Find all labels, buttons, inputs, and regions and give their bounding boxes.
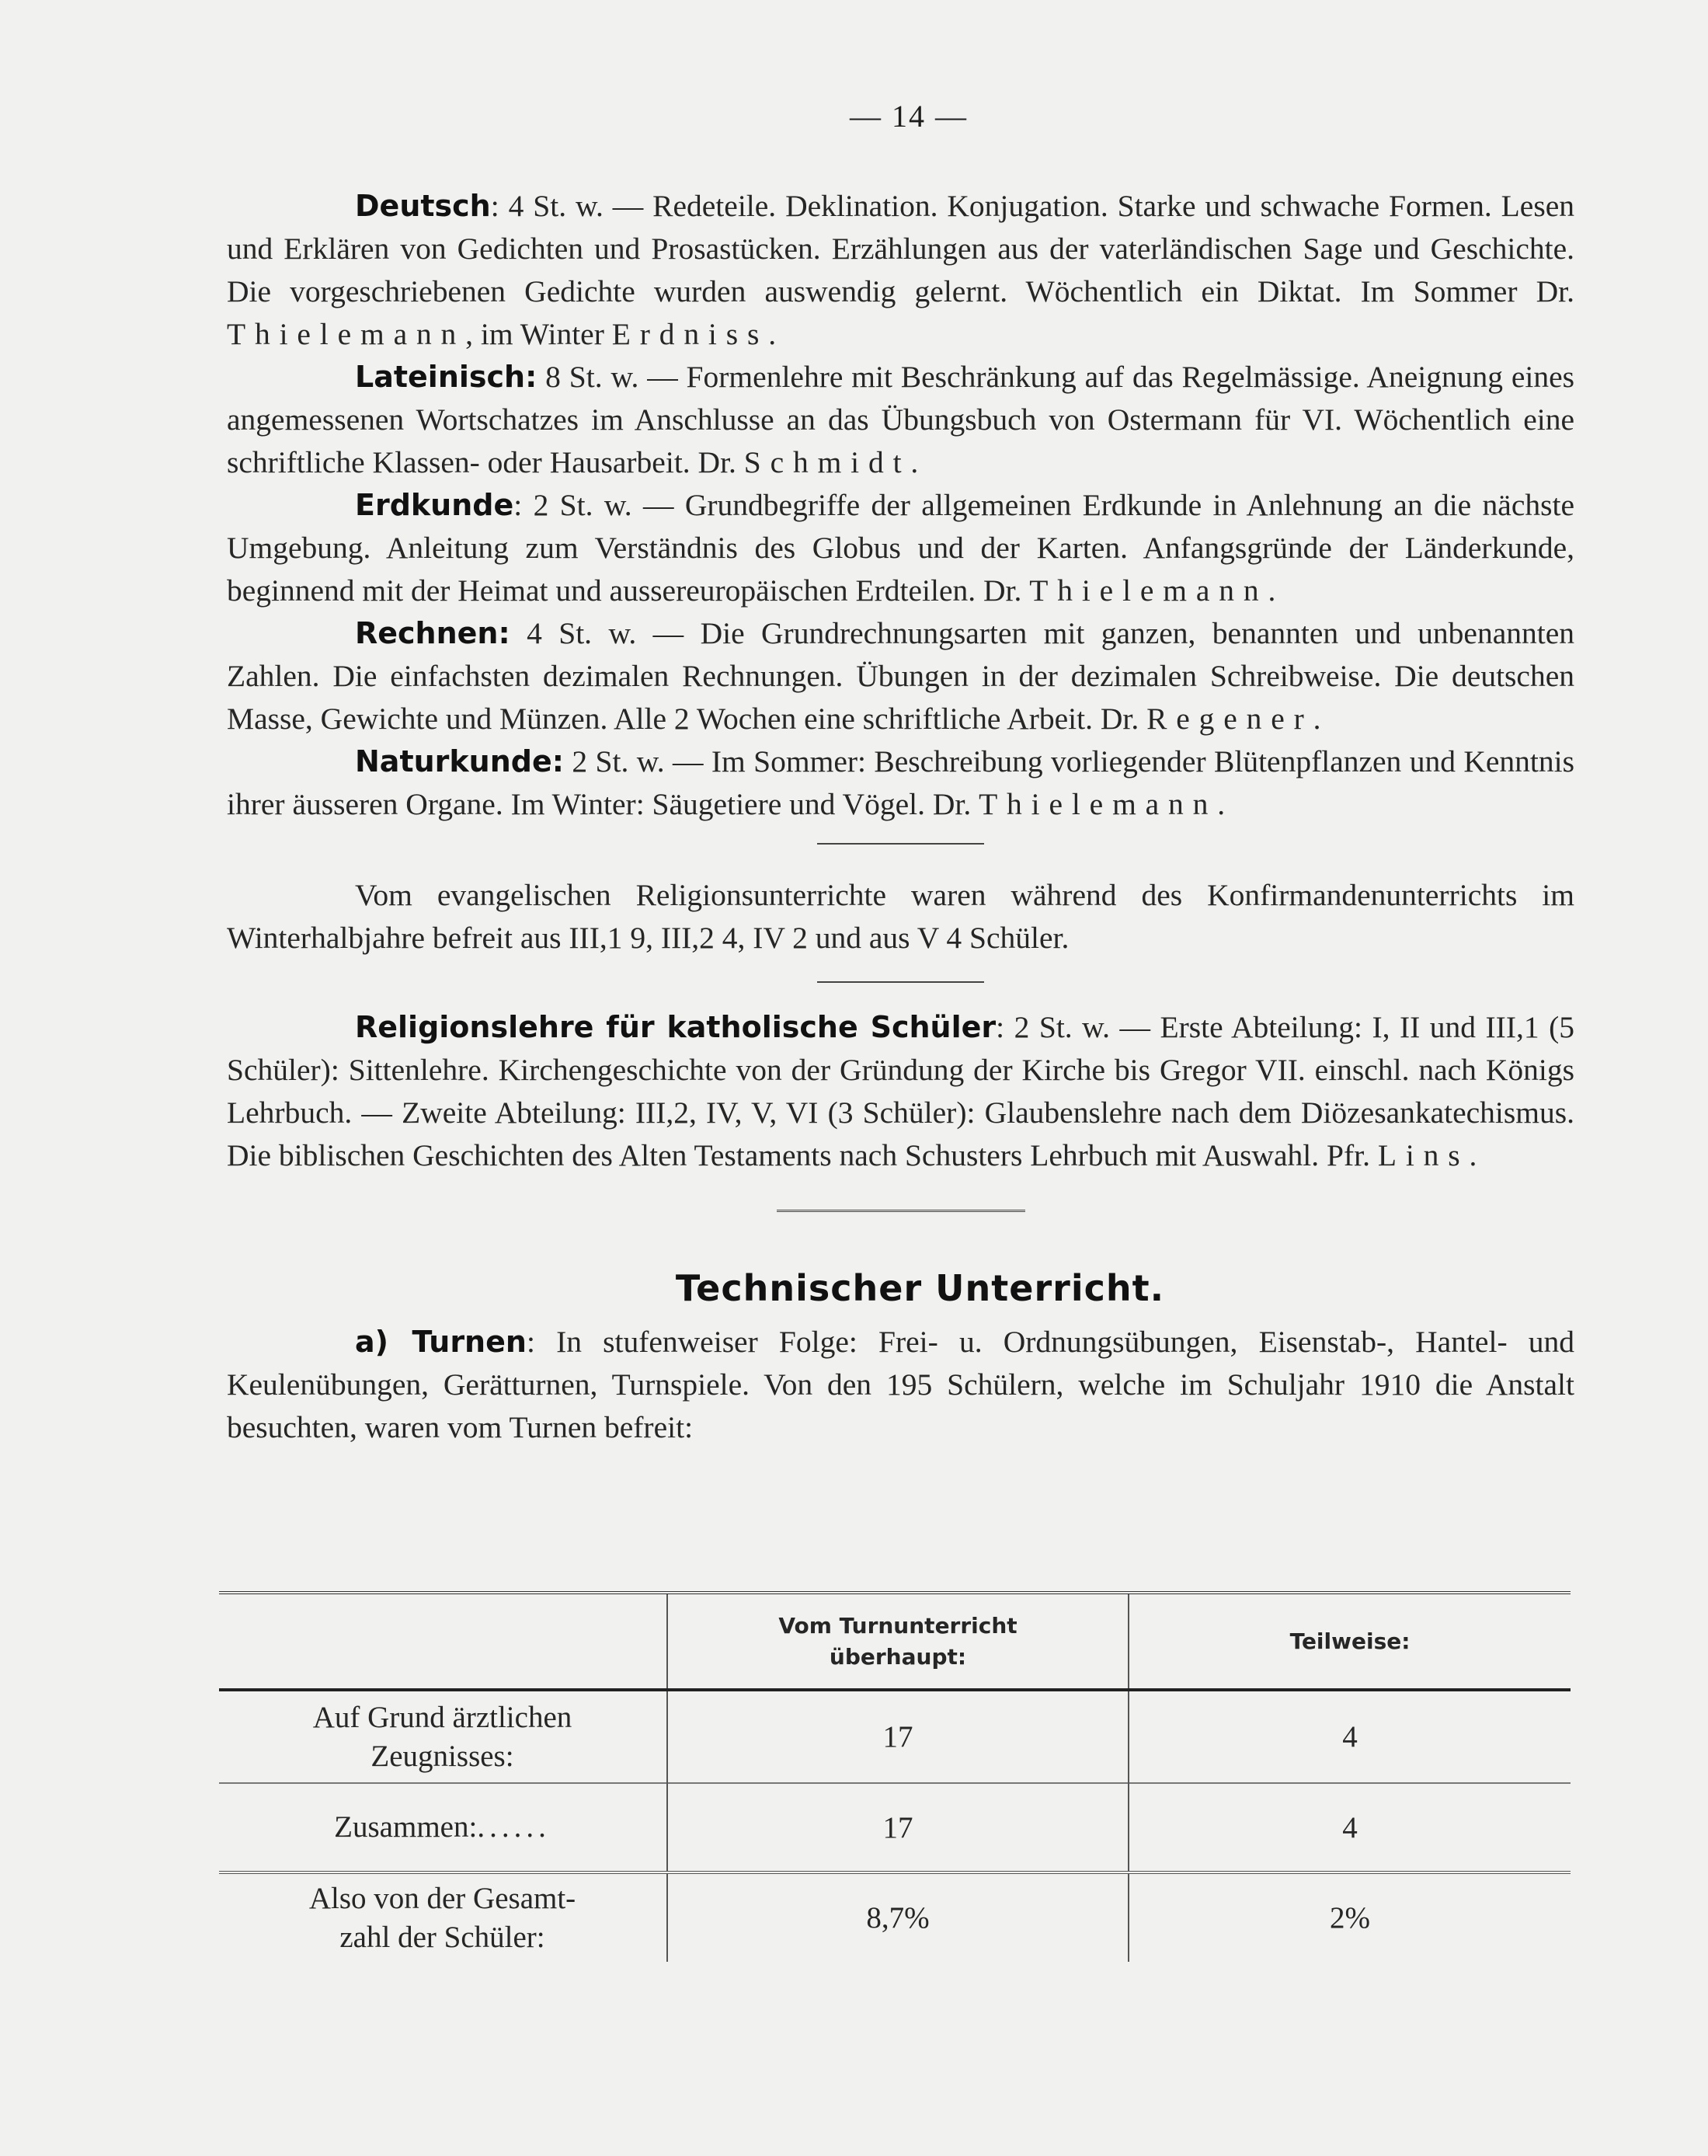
text: : 2 St. w. — Erste Abteilung: I, II und III,1 (5 Schüler): Sittenlehre. Kirchengeschichte von der Gründung der Kirche bis Gregor VII. einschl. nach Königs Lehrbuch. — Zweite Abteilung: III,2, IV, V, VI (3 Schüler): Glaubenslehre nach dem Diözesankatechismus. Die biblischen Geschichten des Alten Testaments nach Schusters Lehrbuch mit Auswahl. Pfr.: [227, 1010, 1575, 1172]
header-partial: Teilweise:: [1129, 1593, 1571, 1690]
row-label-line: Auf Grund ärztlichen: [312, 1700, 572, 1734]
subject-deutsch: Deutsch: [355, 189, 491, 223]
leader-dots: ......: [477, 1810, 551, 1844]
subject-naturkunde: Naturkunde:: [355, 744, 564, 778]
cell-partial: 4: [1129, 1690, 1571, 1783]
row-label-line: Zeugnisses:: [370, 1739, 514, 1773]
text: 4 St. w. — Die Grundrechnungsarten mit ganzen, benannten und unbenannten Zahlen. Die einfachsten dezimalen Rechnungen. Übungen in der dezimalen Schreibweise. Die deutschen Masse, Gewichte und Münzen. Alle 2 Wochen eine schriftliche Arbeit. Dr.: [227, 616, 1574, 736]
text: 2 St. w. — Im Sommer: Beschreibung vorliegender Blütenpflanzen und Kenntnis ihrer äusseren Organe. Im Winter: Säugetiere und Vögel. Dr.: [227, 744, 1574, 821]
paragraph-latein: [227, 356, 1574, 484]
text: 8 St. w. — Formenlehre mit Beschränkung auf das Regelmässige. Aneignung eines angemessenen Wortschatzes im Anschlusse an das Übungsbuch von Ostermann für VI. Wöchentlich eine schriftliche Klassen- oder Hausarbeit. Dr.: [227, 360, 1574, 479]
subject-rechnen: Rechnen:: [355, 616, 510, 650]
text: .: [1469, 1138, 1477, 1172]
cell-overall: 17: [667, 1783, 1129, 1872]
header-label: überhaupt:: [829, 1643, 967, 1670]
separator-rule-double: [777, 1210, 1025, 1214]
paragraph-befreiung: Vom evangelischen Religionsunterrichte waren während des Konfirmandenunterrichts im Winterhalbjahre befreit aus III,1 9, III,2 4, IV 2 und aus V 4 Schüler.: [227, 878, 1574, 955]
teacher-name: Lins: [1377, 1138, 1470, 1172]
teacher-name: Regener: [1146, 702, 1313, 736]
text: .: [1217, 787, 1226, 821]
cell-partial: 4: [1129, 1783, 1571, 1872]
header-empty: [219, 1593, 667, 1690]
row-label-line: Also von der Gesamt-: [308, 1881, 576, 1915]
subject-erdkunde: Erdkunde: [355, 488, 514, 522]
paragraph-katholisch: [227, 1006, 1574, 1177]
teacher-name: Thielemann: [227, 317, 466, 351]
row-label-line: Zusammen:: [334, 1810, 478, 1844]
text: , im Winter: [465, 317, 612, 351]
paragraph-rechnen: [227, 612, 1574, 740]
cell-overall: 8,7%: [667, 1872, 1129, 1962]
section-heading: Technischer Unterricht.: [675, 1267, 1165, 1309]
cell-partial: 2%: [1129, 1872, 1571, 1962]
teacher-name: Schmidt: [743, 445, 911, 479]
text: : 2 St. w. — Grundbegriffe der allgemeinen Erdkunde in Anlehnung an die nächste Umgebung. Anleitung zum Verständnis des Globus und der Karten. Anfangsgründe der Länderkunde, beginnend mit der Heimat und aussereuropäischen Erdteilen. Dr.: [227, 488, 1574, 608]
teacher-name: Thielemann: [979, 787, 1218, 821]
text: .: [1268, 573, 1276, 608]
teacher-name: Erdniss: [611, 317, 769, 351]
row-label: [219, 1783, 667, 1872]
header-overall: [667, 1593, 1129, 1690]
page-number: — 14 —: [850, 99, 968, 134]
header-label: Vom Turnunterricht: [778, 1612, 1017, 1639]
row-label: [219, 1690, 667, 1783]
text: .: [1313, 702, 1321, 736]
table-row: [219, 1872, 1571, 1962]
row-label-line: zahl der Schüler:: [339, 1920, 545, 1954]
text: .: [910, 445, 919, 479]
subject-turnen: a) Turnen: [355, 1325, 527, 1359]
text: : In stufenweiser Folge: Frei- u. Ordnungsübungen, Eisenstab-, Hantel- und Keulenübungen, Gerätturnen, Turnspiele. Von den 195 Schülern, welche im Schuljahr 1910 die Anstalt besuchten, waren vom Turnen befreit:: [227, 1325, 1574, 1444]
text: .: [768, 317, 777, 351]
table-header-row: [219, 1593, 1571, 1690]
table-row: [219, 1783, 1571, 1872]
paragraph-naturkunde: [227, 740, 1574, 826]
teacher-name: Thielemann: [1029, 573, 1268, 608]
subject-religion-katholisch: Religionslehre für katholische Schüler: [355, 1010, 997, 1044]
paragraph-deutsch: [227, 185, 1574, 356]
paragraph-turnen: [227, 1321, 1574, 1449]
separator-rule: [817, 843, 984, 845]
text: : 4 St. w. — Redeteile. Deklination. Konjugation. Starke und schwache Formen. Lesen und Erklären von Gedichten und Prosastücken. Erzählungen aus der vaterländischen Sage und Geschichte. Die vorgeschriebenen Gedichte wurden auswendig gelernt. Wöchentlich ein Diktat. Im Sommer Dr.: [227, 189, 1574, 308]
exemption-table: [219, 1591, 1571, 1962]
separator-rule: [817, 981, 984, 983]
table-row: [219, 1690, 1571, 1783]
row-label: [219, 1872, 667, 1962]
cell-overall: 17: [667, 1690, 1129, 1783]
paragraph-erdkunde: [227, 484, 1574, 612]
document-body: [227, 185, 1574, 1449]
subject-latein: Lateinisch:: [355, 360, 537, 394]
